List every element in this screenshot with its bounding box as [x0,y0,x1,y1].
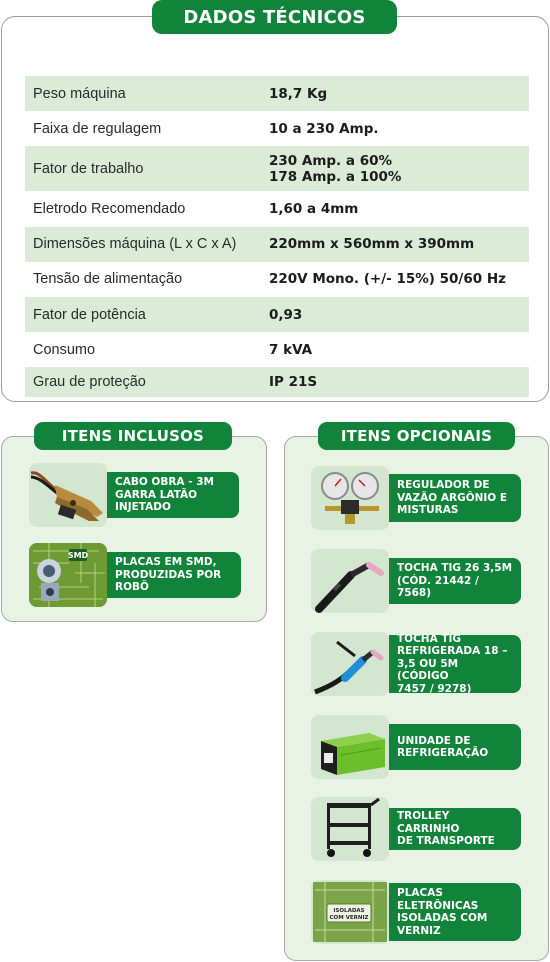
item-label: UNIDADE DE REFRIGERAÇÃO [389,724,521,770]
list-item [311,549,521,613]
spec-row [25,262,529,297]
technical-data-panel [1,16,549,402]
spec-value: 220mm x 560mm x 390mm [269,236,475,253]
spec-label: Fator de potência [33,306,146,323]
spec-row [25,146,529,191]
varnished-board-icon [311,880,389,944]
spec-value: 220V Mono. (+/- 15%) 50/60 Hz [269,271,507,288]
spec-value: 230 Amp. a 60% 178 Amp. a 100% [269,152,402,185]
list-item [311,880,521,944]
spec-value: 18,7 Kg [269,85,328,102]
spec-row [25,76,529,111]
spec-label: Faixa de regulagem [33,120,162,137]
ground-clamp-icon [29,463,107,527]
optional-items-title: ITENS OPCIONAIS [318,422,515,450]
spec-value: 10 a 230 Amp. [269,120,379,137]
spec-label: Tensão de alimentação [33,271,183,288]
spec-label: Fator de trabalho [33,160,144,177]
cooling-unit-icon [311,715,389,779]
spec-label: Grau de proteção [33,374,146,391]
varnish-badge-line1: ISOLADAS [333,908,365,914]
spec-label: Consumo [33,341,96,358]
spec-label: Eletrodo Recomendado [33,200,186,217]
spec-row [25,191,529,226]
technical-data-table [25,76,529,397]
spec-label: Peso máquina [33,85,126,102]
spec-row [25,367,529,397]
item-label: PLACAS EM SMD, PRODUZIDAS POR ROBÔ [107,552,241,598]
list-item [311,632,521,696]
list-item [311,715,521,779]
spec-row [25,111,529,146]
list-item [311,466,521,530]
item-label: TROLLEY CARRINHO DE TRANSPORTE [389,808,521,850]
smd-badge: SMD [67,551,89,560]
item-label: TOCHA TIG 26 3,5M (CÓD. 21442 / 7568) [389,558,521,604]
spec-value: IP 21S [269,374,318,391]
spec-row [25,227,529,262]
included-items-title: ITENS INCLUSOS [34,422,232,450]
spec-value: 1,60 a 4mm [269,200,359,217]
tig-torch-icon [311,549,389,613]
list-item [29,463,239,527]
trolley-icon [311,797,389,861]
item-label: PLACAS ELETRÔNICAS ISOLADAS COM VERNIZ [389,883,521,941]
spec-value: 7 kVA [269,341,313,358]
cooled-tig-torch-icon [311,632,389,696]
list-item [29,543,241,607]
item-label: CABO OBRA - 3M GARRA LATÃO INJETADO [107,472,239,518]
list-item [311,797,521,861]
smd-board-icon [29,543,107,607]
spec-value: 0,93 [269,306,303,323]
gas-regulator-icon [311,466,389,530]
item-label: TOCHA TIG REFRIGERADA 18 – 3,5 OU 5M (CÓDIGO 7457 / 9278) [389,635,521,693]
spec-label: Dimensões máquina (L x C x A) [33,236,237,253]
item-label: REGULADOR DE VAZÃO ARGÔNIO E MISTURAS [389,474,521,522]
varnish-badge-line2: COM VERNIZ [329,915,369,921]
spec-row [25,332,529,367]
technical-data-title: DADOS TÉCNICOS [152,0,397,34]
spec-row [25,297,529,332]
